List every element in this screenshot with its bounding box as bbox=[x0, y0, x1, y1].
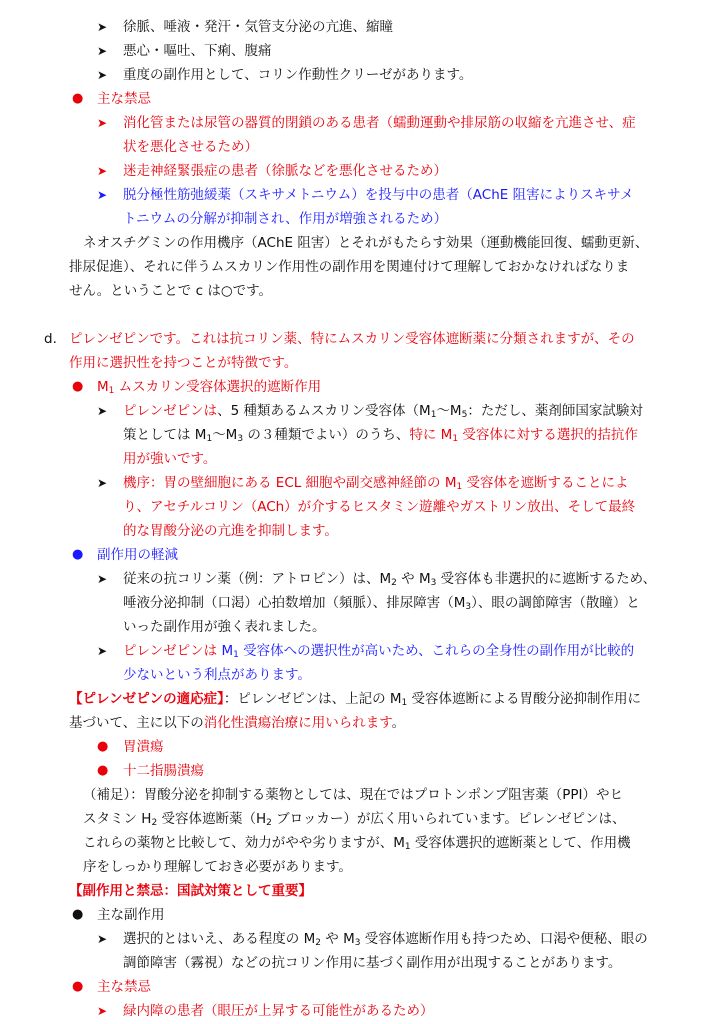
dot-bullet-icon: ● bbox=[97, 739, 109, 754]
contra-item-1-line2: 状を悪化させるため） bbox=[123, 139, 258, 155]
arrow-bullet-icon: ➤ bbox=[97, 164, 108, 178]
side-effect-item-line1: 選択的とはいえ、ある程度の $M_2$ や $M_3$ 受容体遮断作用も持つため、口渇や便秘、眼の bbox=[123, 931, 648, 948]
arrow-bullet-icon: ➤ bbox=[97, 476, 108, 490]
indication-line2: 基づいて、主に以下の消化性潰瘍治療に用いられます。 bbox=[69, 715, 406, 731]
effect-item-3: 重度の副作用として、コリン作動性クリーゼがあります。 bbox=[123, 67, 473, 83]
section-marker: d. bbox=[44, 331, 57, 347]
contra-item-3-line2: トニウムの分解が抑制され、作用が増強されるため） bbox=[123, 211, 448, 227]
reduction-item-2-line1: ピレンゼピンは $M_1$ 受容体への選択性が高いため、これらの全身性の副作用が比較的 bbox=[123, 643, 635, 660]
arrow-bullet-icon: ➤ bbox=[97, 188, 108, 202]
para-neo-line2: 排尿促進）、それに伴うムスカリン作用性の副作用を関連付けて理解しておかなければなりま bbox=[69, 259, 630, 275]
dot-bullet-icon: ● bbox=[72, 979, 84, 994]
reduction-item-1-line1: 従来の抗コリン薬（例：アトロピン）は、$M_2$ や $M_3$ 受容体も非選択的に遮断するため、 bbox=[123, 571, 657, 588]
indication-item-2: 十二指腸潰瘍 bbox=[123, 763, 204, 779]
arrow-bullet-icon: ➤ bbox=[97, 644, 108, 658]
arrow-bullet-icon: ➤ bbox=[97, 932, 108, 946]
effect-item-2: 悪心・嘔吐、下痢、腹痛 bbox=[123, 43, 272, 59]
dot-bullet-icon: ● bbox=[72, 547, 84, 562]
bullet-side-effect-reduction: 副作用の軽減 bbox=[97, 547, 178, 563]
contra-item-1-line1: 消化管または尿管の器質的閉鎖のある患者（蠕動運動や排尿筋の収縮を亢進させ、症 bbox=[123, 115, 636, 131]
side-effects-bullet: 主な副作用 bbox=[97, 907, 165, 923]
arrow-bullet-icon: ➤ bbox=[97, 404, 108, 418]
effect-item-1: 徐脈、唾液・発汗・気管支分泌の亢進、縮瞳 bbox=[123, 19, 393, 35]
section-d-line2: 作用に選択性を持つことが特徴です。 bbox=[69, 355, 298, 371]
dot-bullet-icon: ● bbox=[72, 379, 84, 394]
reduction-item-1-line3: いった副作用が強く表れました。 bbox=[123, 619, 326, 635]
para-neo-line3: せん。ということで c は○です。 bbox=[69, 283, 273, 299]
reduction-item-2-line2: 少ないという利点があります。 bbox=[123, 667, 311, 683]
contra-item-2: 迷走神経緊張症の患者（徐脈などを悪化させるため） bbox=[123, 163, 447, 179]
note-line4: 序をしっかり理解しておき必要があります。 bbox=[83, 859, 352, 875]
note-line1: （補足）：胃酸分泌を抑制する薬物としては、現在ではプロトンポンプ阻害薬（PPI）やヒ bbox=[83, 787, 624, 803]
m1-item-2-line1: 機序：胃の壁細胞にある ECL 細胞や副交感神経節の $M_1$ 受容体を遮断することによ bbox=[123, 475, 629, 492]
indication-heading: 【ピレンゼピンの適応症】 bbox=[69, 691, 224, 707]
indication-line1: 【ピレンゼピンの適応症】：ピレンゼピンは、上記の $M_1$ 受容体遮断による胃酸分泌抑制作用に bbox=[69, 691, 642, 708]
m1-item-1-line3: 用が強いです。 bbox=[123, 451, 217, 467]
m1-item-2-line2: り、アセチルコリン（ACh）が介するヒスタミン遊離やガストリン放出、そして最終 bbox=[123, 499, 636, 515]
contra-item-3-line1: 脱分極性筋弛緩薬（スキサメトニウム）を投与中の患者（AChE 阻害によりスキサメ bbox=[123, 187, 634, 203]
arrow-bullet-icon: ➤ bbox=[97, 20, 108, 34]
m1-item-1-line2: 策としては $M_1\sim M_3$ の３種類でよい）のうち、特に $M_1$ 受容体に対する選択的拮抗作 bbox=[123, 427, 638, 444]
side-effects-heading: 【副作用と禁忌：国試対策として重要】 bbox=[69, 883, 312, 899]
contra-glaucoma-item: 緑内障の患者（眼圧が上昇する可能性があるため） bbox=[123, 1003, 434, 1019]
dot-bullet-icon: ● bbox=[97, 763, 109, 778]
dot-bullet-icon: ● bbox=[72, 91, 84, 106]
contra-bullet: 主な禁忌 bbox=[97, 979, 151, 995]
bullet-m1-heading: $M_1$ ムスカリン受容体選択的遮断作用 bbox=[97, 379, 322, 396]
arrow-bullet-icon: ➤ bbox=[97, 44, 108, 58]
arrow-bullet-icon: ➤ bbox=[97, 572, 108, 586]
reduction-item-1-line2: 唾液分泌抑制（口渇）心拍数増加（頻脈）、排尿障害$(M_3)$、眼の調節障害（散瞳）と bbox=[123, 595, 640, 612]
arrow-bullet-icon: ➤ bbox=[97, 68, 108, 82]
contra-heading: 主な禁忌 bbox=[97, 91, 151, 107]
dot-bullet-icon: ● bbox=[72, 907, 84, 922]
side-effect-item-line2: 調節障害（霧視）などの抗コリン作用に基づく副作用が出現することがあります。 bbox=[123, 955, 622, 971]
para-neo-line1: ネオスチグミンの作用機序（AChE 阻害）とそれがもたらす効果（運動機能回復、蠕動更新、 bbox=[83, 235, 649, 251]
m1-item-2-line3: 的な胃酸分泌の亢進を抑制します。 bbox=[123, 523, 338, 539]
arrow-bullet-icon: ➤ bbox=[97, 116, 108, 130]
section-d-line1: ピレンゼピンです。これは抗コリン薬、特にムスカリン受容体遮断薬に分類されますが、その bbox=[69, 331, 635, 347]
m1-item-1-line1: ピレンゼピンは、5 種類あるムスカリン受容体（$M_1\sim M_5$：ただし、薬剤師国家試験対 bbox=[123, 403, 643, 420]
indication-item-1: 胃潰瘍 bbox=[123, 739, 164, 755]
note-line2: スタミン $H_2$ 受容体遮断薬（$H_2$ ブロッカー）が広く用いられています。ピレンゼピンは、 bbox=[83, 811, 626, 828]
arrow-bullet-icon: ➤ bbox=[97, 1004, 108, 1018]
note-line3: これらの薬物と比較して、効力がやや劣りますが、$M_1$ 受容体選択的遮断薬として、作用機 bbox=[83, 835, 631, 852]
